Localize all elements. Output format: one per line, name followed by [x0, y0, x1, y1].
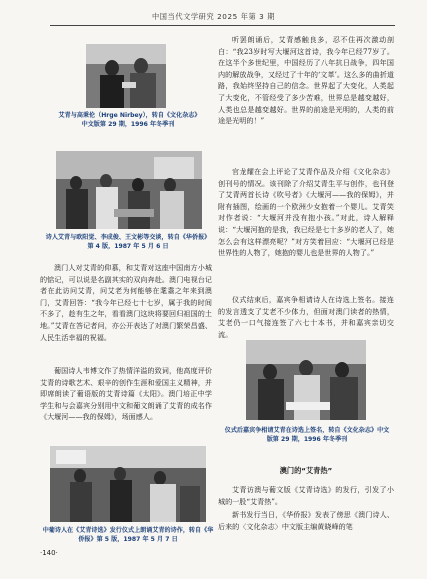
- section-paragraph-2: 新书发行当日，《华侨报》发表了傍思《澳门诗人、后来的〈文化杂志〉中文版主编黄晓峰的笔: [218, 510, 394, 531]
- right-paragraph-3: 仪式结束后，嘉宾争相请诗人在诗选上签名。接连的发言透支了艾老不少体力，但面对澳门读者的热情，艾老仍一口气接连签了六七十本书，并和嘉宾亲切交流。: [218, 295, 394, 339]
- photo-aiqing-conversation: [56, 151, 202, 229]
- left-paragraph-1: 澳门人对艾青的仰慕，和艾青对这座中国南方小城的惦记，可以说是名副其实的双向奔赴。澳门电视台记者在此访问艾青，问艾老为何能够在耄耋之年来到澳门，艾青回答：“我今年已经七十七岁，属于我的时间不多了，趁有生之年，看看澳门这块将要回归祖国的土地。”艾青在答记者问，亦公开表达了对澳门繁荣昌盛、人民生活幸福的祝福。: [40, 263, 212, 342]
- header-rule: [50, 25, 395, 26]
- section-title: 澳门的“艾青热”: [279, 466, 333, 475]
- photo-poetry-recital: [50, 446, 206, 522]
- photo-aiqing-with-guest: [86, 44, 166, 108]
- caption-photo-2: 诗人艾青与欧阳觉、李成俊、王文彬等交谈，转自《华侨报》第 4 版，1987 年 5 月 6 日: [45, 234, 211, 250]
- right-paragraph-1: 听罢朗诵后，艾青感触良多，忍不住再次激动剖白：“我23岁时写大堰河这首诗，我今年已经77岁了。在这半个多世纪里，中国经历了八年抗日战争，四年国内的解放战争，又经过了十年的‘文革’。这么多的曲折道路，我始终坚持自己的信念。世界起了大变化，人类起了大变化，不管经受了多少苦难，世界总是越变越好，人类也总是越变越好。世界的前途是光明的，人类的前途是光明的！”: [218, 35, 394, 126]
- section-paragraph-1: 艾青访澳与葡文版《艾青诗选》的发行，引发了小城的一股“艾青热”。: [218, 485, 394, 506]
- page-number: ·140·: [40, 549, 58, 557]
- journal-header: 中国当代文学研究 2025 年第 3 期: [151, 12, 276, 21]
- caption-photo-1: 艾青与高秉伦（Hrge Nirbey），转自《文化杂志》中文版第 29 期，1996 年冬季刊: [58, 112, 198, 128]
- left-paragraph-2: 葡国诗人韦博文作了热情洋溢的致词，他高度评价艾青的诗歌艺术、艰辛的创作生涯和爱国主义精神，并即席朗读了葡语版的艾青诗篇《太阳》。澳门培正中学学生和与会嘉宾分别用中文和葡文朗诵了艾青的成名作《大堰河——我的保姆》，场面感人。: [40, 366, 212, 422]
- photo-book-signing: [246, 340, 366, 420]
- right-paragraph-2: 官龙耀在会上评论了艾青作品及介绍《文化杂志》创刊号的情况。该刊除了介绍艾青生平与创作，也刊登了艾青两首长诗《吹号者》《大堰河——我的保姆》，并附有插图，绘画的一个欧洲少女抱着一个婴儿。艾青笑对作者说：“大堰河并没有抱小孩。”对此，诗人解释说：“大堰河抱的是我，我已经是七十多岁的老人了，她怎么会有这样漂亮呢？”对方笑着回应：“大堰河已经是世界性的人物了，她抱的婴儿也是世界的人物了。”: [218, 167, 394, 258]
- caption-photo-3: 中葡诗人在《艾青诗选》发行仪式上朗诵艾青的诗作，转自《华侨报》第 5 版，1987 年 5 月 7 日: [42, 527, 214, 543]
- caption-photo-4: 仪式后嘉宾争相请艾青在诗选上签名，转自《文化杂志》中文版第 29 期，1996 年冬季刊: [224, 427, 390, 443]
